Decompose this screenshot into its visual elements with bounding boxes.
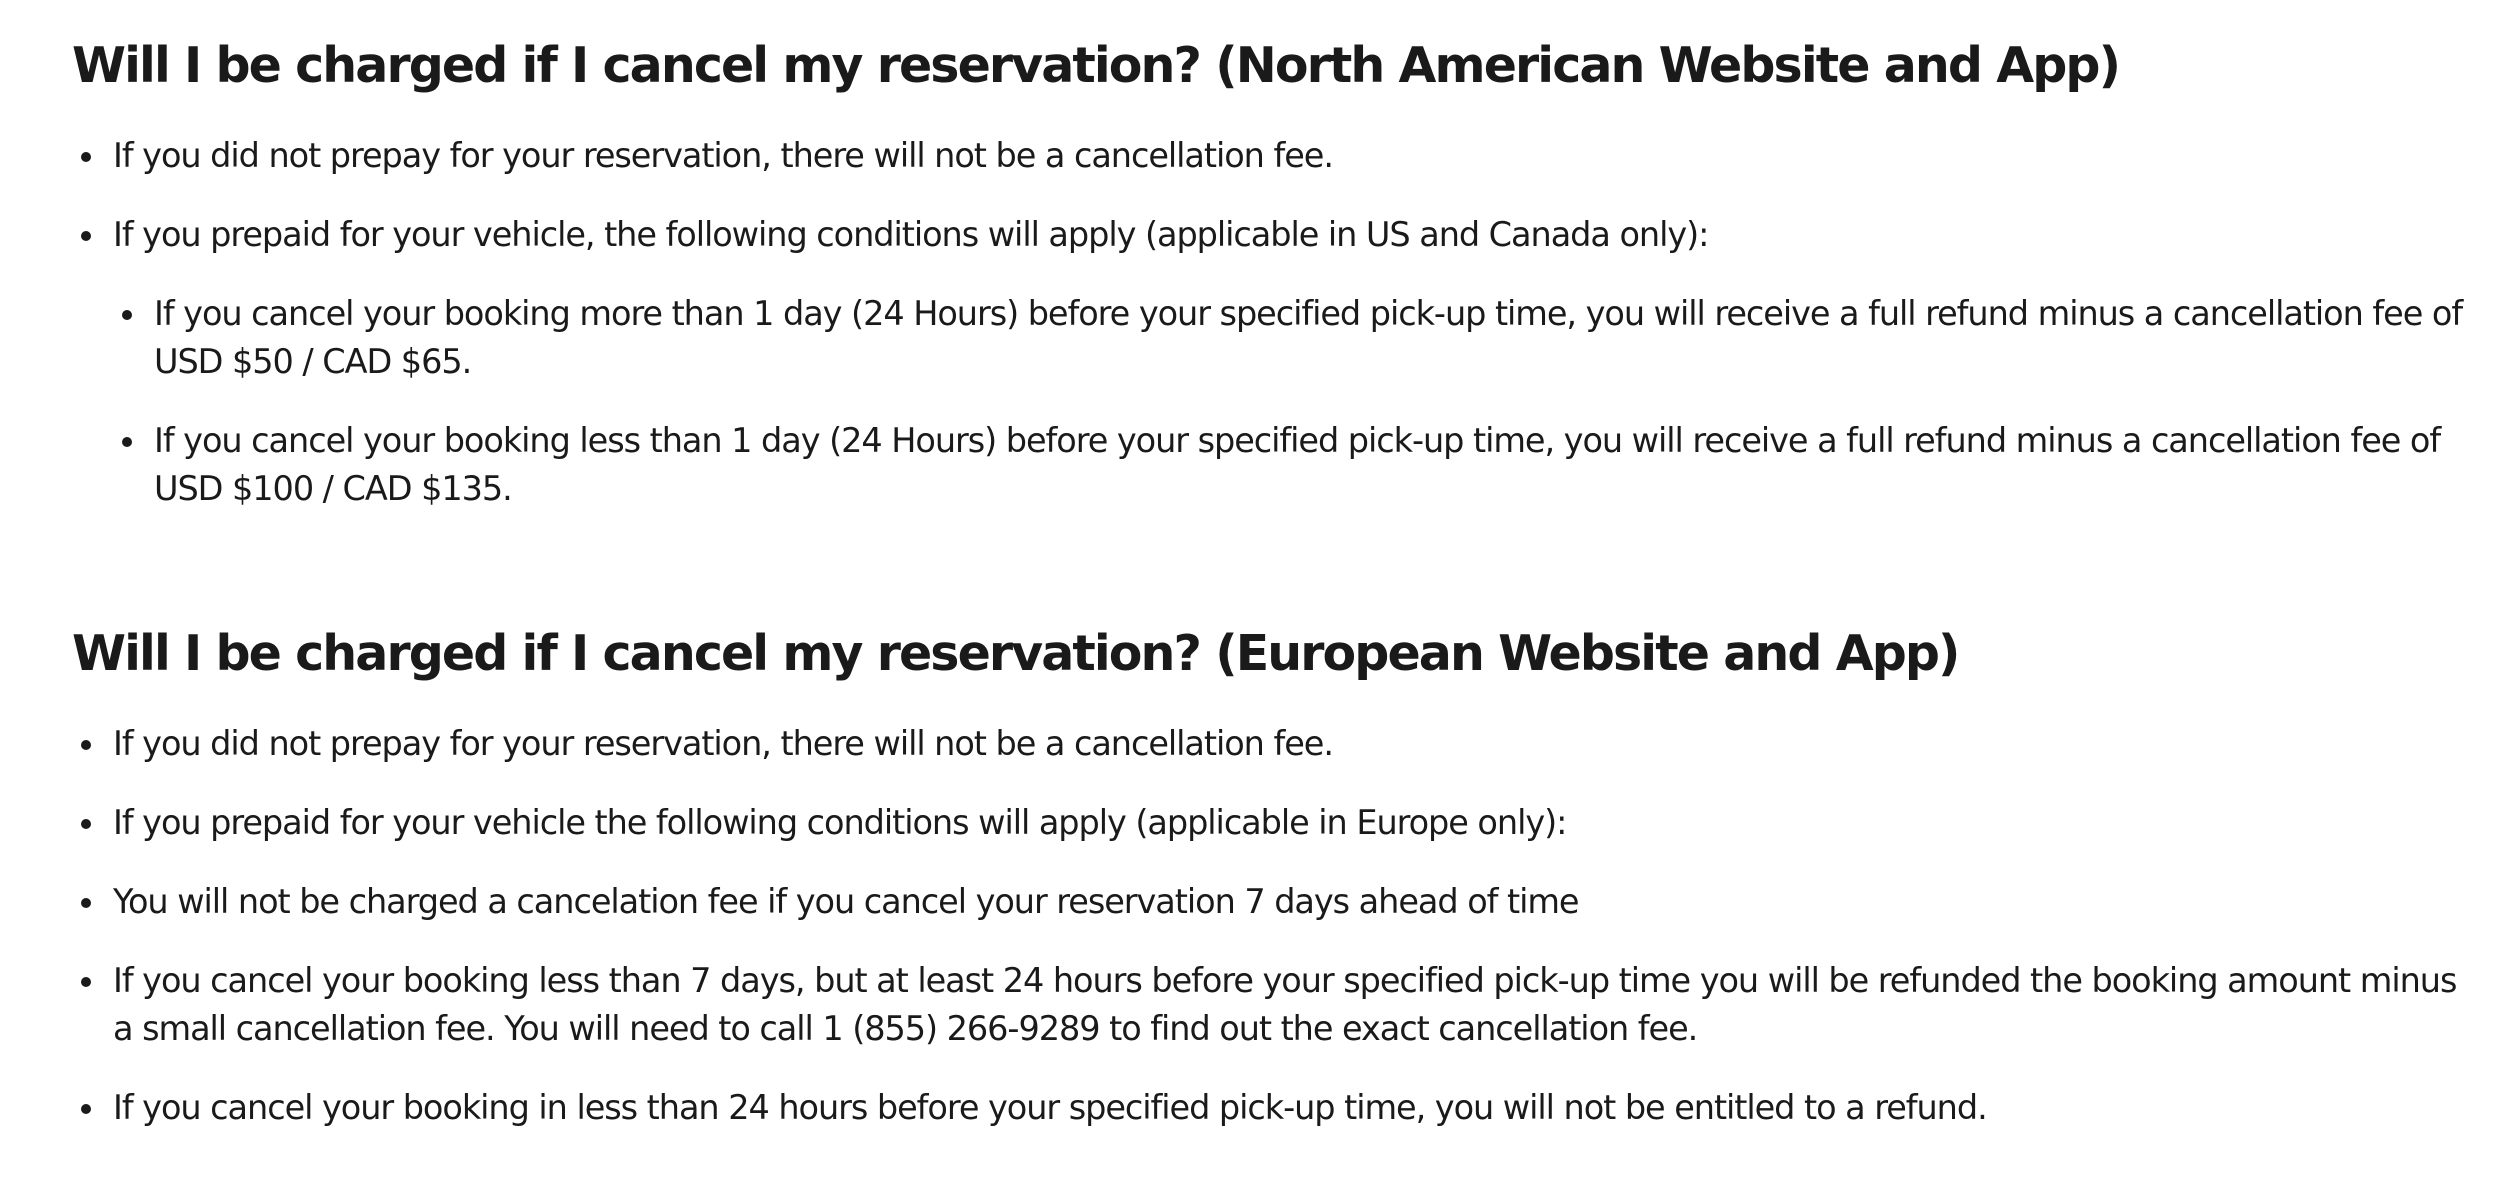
section-heading: Will I be charged if I cancel my reservation? (European Website and App) (72, 625, 1959, 682)
list-item: If you did not prepay for your reservation, there will not be a cancellation fee. (113, 132, 2472, 180)
list-item-text: If you prepaid for your vehicle, the following conditions will apply (applicable in US and Canada only): (113, 215, 1709, 254)
list-item: If you did not prepay for your reservation, there will not be a cancellation fee. (113, 720, 2472, 768)
faq-section-europe (72, 624, 2472, 1163)
faq-section-north-america (72, 36, 2472, 544)
nested-list-item: If you cancel your booking less than 1 day (24 Hours) before your specified pick-up time, you will receive a full refund minus a cancellation fee of USD $100 / CAD $135. (154, 417, 2472, 513)
nested-bullet-list (113, 290, 2472, 513)
list-item: If you prepaid for your vehicle the following conditions will apply (applicable in Europe only): (113, 799, 2472, 847)
list-item: If you cancel your booking less than 7 days, but at least 24 hours before your specified pick-up time you will be refunded the booking amount minus a small cancellation fee. You will need to call 1 (855) 266-9289 to find out the exact cancellation fee. (113, 957, 2472, 1053)
list-item: You will not be charged a cancelation fee if you cancel your reservation 7 days ahead of time (113, 878, 2472, 926)
bullet-list (72, 132, 2472, 513)
list-item: If you cancel your booking in less than 24 hours before your specified pick-up time, you will not be entitled to a refund. (113, 1084, 2472, 1132)
list-item (113, 211, 2472, 513)
bullet-list (72, 720, 2472, 1132)
section-heading: Will I be charged if I cancel my reservation? (North American Website and App) (72, 37, 2120, 94)
nested-list-item: If you cancel your booking more than 1 day (24 Hours) before your specified pick-up time, you will receive a full refund minus a cancellation fee of USD $50 / CAD $65. (154, 290, 2472, 386)
